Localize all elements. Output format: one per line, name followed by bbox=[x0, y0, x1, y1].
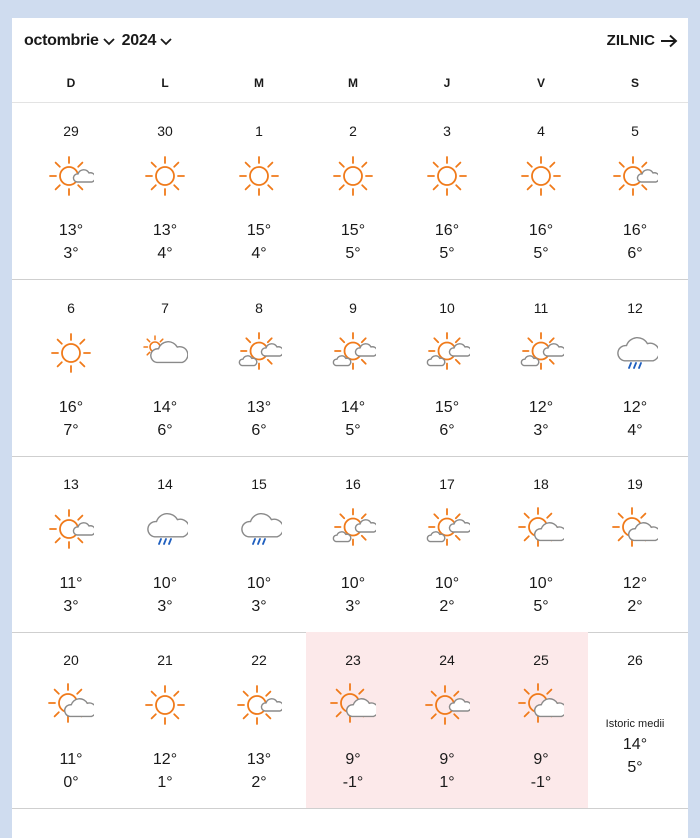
min-temperature: 6° bbox=[251, 422, 267, 439]
year-dropdown[interactable] bbox=[122, 32, 173, 50]
sun-two-clouds-icon bbox=[236, 330, 282, 376]
day-number: 23 bbox=[345, 652, 361, 668]
min-temperature: 6° bbox=[627, 245, 643, 262]
weekday-label: M bbox=[254, 76, 264, 90]
sun-icon bbox=[424, 153, 470, 199]
max-temperature: 9° bbox=[345, 751, 361, 768]
day-cell[interactable] bbox=[24, 456, 118, 632]
weekday-label: V bbox=[536, 76, 545, 90]
rain-cloud-icon bbox=[142, 506, 188, 552]
min-temperature: 5° bbox=[533, 598, 549, 615]
min-temperature: 5° bbox=[345, 422, 361, 439]
day-number: 13 bbox=[63, 476, 79, 492]
min-temperature: 5° bbox=[345, 245, 361, 262]
day-cell[interactable] bbox=[212, 280, 306, 456]
sun-small-cloud-icon bbox=[48, 506, 94, 552]
weekday-label: J bbox=[443, 76, 451, 90]
sun-two-clouds-icon bbox=[518, 330, 564, 376]
day-cell[interactable] bbox=[306, 456, 400, 632]
day-cell[interactable] bbox=[588, 103, 682, 279]
week-row bbox=[12, 280, 688, 456]
sun-small-cloud-icon bbox=[612, 153, 658, 199]
day-number: 21 bbox=[157, 652, 173, 668]
min-temperature: 2° bbox=[627, 598, 643, 615]
day-cell[interactable] bbox=[24, 280, 118, 456]
day-cell[interactable] bbox=[588, 456, 682, 632]
week-row bbox=[12, 632, 688, 808]
max-temperature: 9° bbox=[533, 751, 549, 768]
day-cell[interactable] bbox=[400, 103, 494, 279]
sun-icon bbox=[236, 153, 282, 199]
max-temperature: 13° bbox=[246, 399, 272, 416]
sun-small-cloud-icon bbox=[424, 682, 470, 728]
day-cell[interactable] bbox=[306, 632, 400, 808]
day-cell[interactable] bbox=[494, 280, 588, 456]
sun-small-cloud-icon bbox=[236, 682, 282, 728]
max-temperature: 15° bbox=[434, 399, 460, 416]
min-temperature: 0° bbox=[63, 774, 79, 791]
day-cell[interactable] bbox=[24, 632, 118, 808]
weekday-label: L bbox=[161, 76, 169, 90]
max-temperature: 10° bbox=[340, 575, 366, 592]
day-number: 5 bbox=[631, 123, 639, 139]
month-dropdown[interactable] bbox=[24, 32, 116, 50]
day-number: 2 bbox=[349, 123, 357, 139]
day-cell[interactable] bbox=[212, 456, 306, 632]
chevron-down-icon bbox=[102, 34, 116, 48]
max-temperature: 10° bbox=[152, 575, 178, 592]
day-number: 15 bbox=[251, 476, 267, 492]
cloud-with-small-sun-icon bbox=[142, 330, 188, 376]
year-label: 2024 bbox=[121, 32, 157, 49]
day-number: 10 bbox=[439, 300, 455, 316]
week-row bbox=[12, 103, 688, 279]
min-temperature: 2° bbox=[439, 598, 455, 615]
max-temperature: 16° bbox=[622, 222, 648, 239]
sun-icon bbox=[330, 153, 376, 199]
min-temperature: 3° bbox=[345, 598, 361, 615]
min-temperature: 4° bbox=[251, 245, 267, 262]
min-temperature: 3° bbox=[63, 598, 79, 615]
min-temperature: 2° bbox=[251, 774, 267, 791]
sun-two-clouds-icon bbox=[330, 330, 376, 376]
weekday-label: D bbox=[66, 76, 76, 90]
day-cell[interactable] bbox=[400, 280, 494, 456]
max-temperature: 13° bbox=[58, 222, 84, 239]
day-cell[interactable] bbox=[118, 103, 212, 279]
day-number: 24 bbox=[439, 652, 455, 668]
day-number: 18 bbox=[533, 476, 549, 492]
day-number: 30 bbox=[157, 123, 173, 139]
calendar-card bbox=[12, 18, 688, 838]
day-number: 26 bbox=[627, 652, 643, 668]
min-temperature: 1° bbox=[439, 774, 455, 791]
rain-cloud-icon bbox=[236, 506, 282, 552]
day-cell[interactable] bbox=[212, 632, 306, 808]
day-number: 17 bbox=[439, 476, 455, 492]
sun-icon bbox=[518, 153, 564, 199]
weekday-label: S bbox=[630, 76, 639, 90]
max-temperature: 12° bbox=[622, 399, 648, 416]
sun-two-clouds-icon bbox=[424, 330, 470, 376]
max-temperature: 15° bbox=[340, 222, 366, 239]
min-temperature: -1° bbox=[342, 774, 364, 791]
week-divider bbox=[12, 808, 688, 809]
day-cell[interactable] bbox=[588, 280, 682, 456]
max-temperature: 15° bbox=[246, 222, 272, 239]
max-temperature: 16° bbox=[528, 222, 554, 239]
max-temperature: 12° bbox=[622, 575, 648, 592]
chevron-down-icon bbox=[159, 34, 173, 48]
min-temperature: 7° bbox=[63, 422, 79, 439]
sun-big-cloud-icon bbox=[48, 682, 94, 728]
weekday-header-row bbox=[12, 68, 688, 103]
min-temperature: 5° bbox=[627, 759, 643, 776]
sun-big-cloud-icon bbox=[518, 682, 564, 728]
day-number: 16 bbox=[345, 476, 361, 492]
max-temperature: 13° bbox=[152, 222, 178, 239]
min-temperature: 4° bbox=[627, 422, 643, 439]
min-temperature: 4° bbox=[157, 245, 173, 262]
max-temperature: 11° bbox=[59, 751, 83, 768]
min-temperature: 5° bbox=[533, 245, 549, 262]
sun-icon bbox=[142, 153, 188, 199]
max-temperature: 12° bbox=[528, 399, 554, 416]
day-cell[interactable] bbox=[400, 456, 494, 632]
day-number: 29 bbox=[63, 123, 79, 139]
min-temperature: 3° bbox=[533, 422, 549, 439]
month-year-selector bbox=[24, 32, 173, 50]
max-temperature: 9° bbox=[439, 751, 455, 768]
rain-cloud-icon bbox=[612, 330, 658, 376]
sun-icon bbox=[48, 330, 94, 376]
min-temperature: 6° bbox=[439, 422, 455, 439]
sun-small-cloud-icon bbox=[48, 153, 94, 199]
day-number: 22 bbox=[251, 652, 267, 668]
day-cell[interactable] bbox=[494, 456, 588, 632]
min-temperature: -1° bbox=[530, 774, 552, 791]
day-number: 9 bbox=[349, 300, 357, 316]
day-cell[interactable] bbox=[212, 103, 306, 279]
day-number: 12 bbox=[627, 300, 643, 316]
sun-two-clouds-icon bbox=[424, 506, 470, 552]
day-number: 4 bbox=[537, 123, 545, 139]
day-cell[interactable] bbox=[118, 280, 212, 456]
day-number: 1 bbox=[255, 123, 263, 139]
day-number: 3 bbox=[443, 123, 451, 139]
max-temperature: 10° bbox=[528, 575, 554, 592]
min-temperature: 6° bbox=[157, 422, 173, 439]
day-number: 14 bbox=[157, 476, 173, 492]
min-temperature: 3° bbox=[251, 598, 267, 615]
day-cell[interactable] bbox=[24, 103, 118, 279]
day-number: 11 bbox=[533, 300, 549, 316]
min-temperature: 3° bbox=[157, 598, 173, 615]
min-temperature: 5° bbox=[439, 245, 455, 262]
daily-view-label: ZILNIC bbox=[606, 32, 655, 49]
arrow-right-icon bbox=[660, 34, 678, 48]
month-label: octombrie bbox=[24, 32, 99, 49]
min-temperature: 3° bbox=[63, 245, 79, 262]
weekday-label: M bbox=[348, 76, 358, 90]
max-temperature: 14° bbox=[152, 399, 178, 416]
day-number: 7 bbox=[161, 300, 169, 316]
day-number: 6 bbox=[67, 300, 75, 316]
max-temperature: 12° bbox=[152, 751, 178, 768]
day-cell[interactable] bbox=[118, 456, 212, 632]
max-temperature: 10° bbox=[434, 575, 460, 592]
max-temperature: 10° bbox=[246, 575, 272, 592]
day-cell[interactable] bbox=[306, 280, 400, 456]
sun-two-clouds-icon bbox=[330, 506, 376, 552]
max-temperature: 13° bbox=[246, 751, 272, 768]
max-temperature: 11° bbox=[59, 575, 83, 592]
min-temperature: 1° bbox=[157, 774, 173, 791]
day-cell[interactable] bbox=[118, 632, 212, 808]
day-cell[interactable] bbox=[400, 632, 494, 808]
sun-big-cloud-icon bbox=[330, 682, 376, 728]
sun-icon bbox=[142, 682, 188, 728]
max-temperature: 14° bbox=[622, 736, 648, 753]
day-cell[interactable] bbox=[494, 103, 588, 279]
max-temperature: 16° bbox=[434, 222, 460, 239]
calendar-header bbox=[12, 18, 688, 68]
max-temperature: 14° bbox=[340, 399, 366, 416]
day-cell[interactable] bbox=[494, 632, 588, 808]
day-number: 20 bbox=[63, 652, 79, 668]
historical-averages-label: Istoric medii bbox=[605, 718, 665, 730]
max-temperature: 16° bbox=[58, 399, 84, 416]
day-number: 8 bbox=[255, 300, 263, 316]
week-row bbox=[12, 456, 688, 632]
day-number: 25 bbox=[533, 652, 549, 668]
daily-view-link[interactable] bbox=[607, 32, 678, 49]
day-cell[interactable] bbox=[306, 103, 400, 279]
day-cell[interactable] bbox=[588, 632, 682, 808]
sun-big-cloud-icon bbox=[518, 506, 564, 552]
day-number: 19 bbox=[627, 476, 643, 492]
sun-big-cloud-icon bbox=[612, 506, 658, 552]
